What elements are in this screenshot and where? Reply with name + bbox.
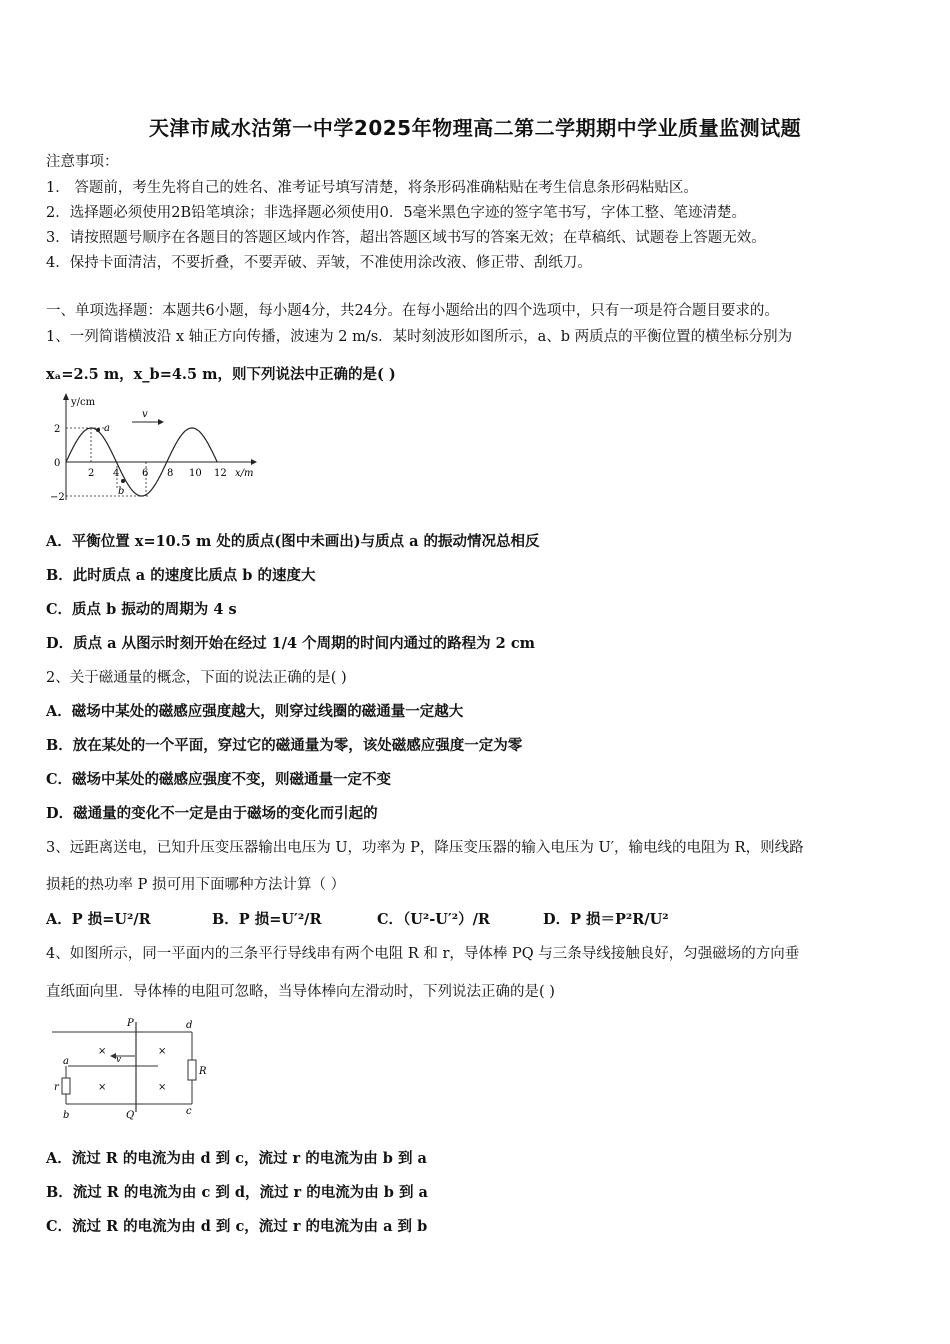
velocity-label: v	[142, 409, 148, 420]
label-R: R	[199, 1066, 207, 1077]
label-P: P	[127, 1018, 134, 1029]
label-Q: Q	[126, 1110, 135, 1121]
x-axis-arrow	[251, 459, 257, 465]
x-tick-label: 6	[142, 468, 149, 479]
field-mark: ×	[158, 1046, 167, 1057]
x-tick-label: 8	[167, 468, 174, 479]
q3-stem-cont: 损耗的热功率 P 损可用下面哪种方法计算（ ）	[46, 877, 346, 893]
field-mark: ×	[98, 1082, 107, 1093]
resistor-R	[188, 1060, 196, 1080]
point-a	[96, 428, 100, 432]
q2-stem: 2、关于磁通量的概念，下面的说法正确的是( )	[46, 670, 347, 686]
x-tick-label: 2	[88, 468, 95, 479]
q4-option-b: B．流过 R 的电流为由 c 到 d，流过 r 的电流为由 b 到 a	[46, 1184, 428, 1201]
q4-option-a: A．流过 R 的电流为由 d 到 c，流过 r 的电流为由 b 到 a	[46, 1150, 427, 1167]
y-axis-label: y/cm	[71, 397, 96, 408]
q2-option-c: C．磁场中某处的磁感应强度不变，则磁通量一定不变	[46, 771, 392, 788]
q1-stem: 1、一列简谐横波沿 x 轴正方向传播，波速为 2 m/s．某时刻波形如图所示，a、b 两质点的平衡位置的横坐标分别为	[46, 329, 793, 345]
q2-option-b: B．放在某处的一个平面，穿过它的磁通量为零，该处磁感应强度一定为零	[46, 737, 523, 754]
y-tick-label: 0	[54, 458, 61, 469]
label-c: c	[186, 1106, 192, 1117]
notice-item: 1． 答题前，考生先将自己的姓名、准考证号填写清楚，将条形码准确粘贴在考生信息条形码粘贴区。	[46, 180, 698, 196]
x-tick-label: 4	[113, 468, 120, 479]
y-tick-label: −2	[50, 492, 65, 503]
velocity-label: v	[116, 1055, 122, 1065]
q2-option-d: D．磁通量的变化不一定是由于磁场的变化而引起的	[46, 805, 378, 822]
q3-option-c: C．（U²-U′²）/R	[377, 911, 490, 928]
point-b-label: b	[118, 486, 125, 497]
notice-item: 4．保持卡面清洁，不要折叠，不要弄破、弄皱，不准使用涂改液、修正带、刮纸刀。	[46, 255, 592, 271]
q1-option-b: B．此时质点 a 的速度比质点 b 的速度大	[46, 567, 316, 584]
q1-option-c: C．质点 b 振动的周期为 4 s	[46, 601, 237, 618]
y-tick-label: 2	[54, 424, 61, 435]
point-b	[121, 479, 125, 483]
q4-option-c: C．流过 R 的电流为由 d 到 c，流过 r 的电流为由 a 到 b	[46, 1218, 428, 1235]
q1-option-d: D．质点 a 从图示时刻开始在经过 1/4 个周期的时间内通过的路程为 2 cm	[46, 635, 535, 652]
q1-stem-cont: xₐ=2.5 m，x_b=4.5 m，则下列说法中正确的是( )	[46, 366, 396, 383]
label-r: r	[54, 1082, 59, 1093]
wave-graph	[46, 390, 266, 510]
velocity-arrowhead	[158, 419, 164, 425]
q3-option-a: A．P 损=U²/R	[46, 911, 151, 928]
field-mark: ×	[98, 1046, 107, 1057]
q3-option-b: B．P 损=U′²/R	[212, 911, 322, 928]
label-a: a	[63, 1056, 69, 1067]
q2-option-a: A．磁场中某处的磁感应强度越大，则穿过线圈的磁通量一定越大	[46, 703, 464, 720]
resistor-r	[62, 1078, 70, 1094]
q3-stem: 3、远距离送电，已知升压变压器输出电压为 U，功率为 P，降压变压器的输入电压为 U′，输电线的电阻为 R，则线路	[46, 840, 804, 856]
label-d: d	[186, 1020, 193, 1031]
page-title: 天津市咸水沽第一中学2025年物理高二第二学期期中学业质量监测试题	[148, 116, 802, 140]
q3-option-d: D．P 损＝P²R/U²	[543, 911, 669, 928]
notice-heading: 注意事项：	[46, 154, 119, 170]
q1-option-a: A．平衡位置 x=10.5 m 处的质点(图中未画出)与质点 a 的振动情况总相反	[46, 533, 540, 550]
circuit-diagram	[46, 1014, 216, 1122]
q4-stem-cont: 直纸面向里．导体棒的电阻可忽略，当导体棒向左滑动时，下列说法正确的是( )	[46, 984, 555, 1000]
field-mark: ×	[158, 1082, 167, 1093]
x-axis-label: x/m	[235, 468, 254, 479]
x-tick-label: 10	[189, 468, 202, 479]
x-tick-label: 12	[214, 468, 227, 479]
notice-item: 3．请按照题号顺序在各题目的答题区域内作答，超出答题区域书写的答案无效；在草稿纸、试题卷上答题无效。	[46, 230, 766, 246]
y-axis-arrow	[63, 393, 69, 400]
notice-item: 2．选择题必须使用2B铅笔填涂；非选择题必须使用0．5毫米黑色字迹的签字笔书写，字体工整、笔迹清楚。	[46, 205, 747, 221]
label-b: b	[63, 1110, 70, 1121]
point-a-label: a	[104, 423, 110, 434]
section-heading: 一、单项选择题：本题共6小题，每小题4分，共24分。在每小题给出的四个选项中，只有一项是符合题目要求的。	[46, 303, 779, 319]
q4-stem: 4、如图所示，同一平面内的三条平行导线串有两个电阻 R 和 r，导体棒 PQ 与三条导线接触良好，匀强磁场的方向垂	[46, 946, 800, 962]
